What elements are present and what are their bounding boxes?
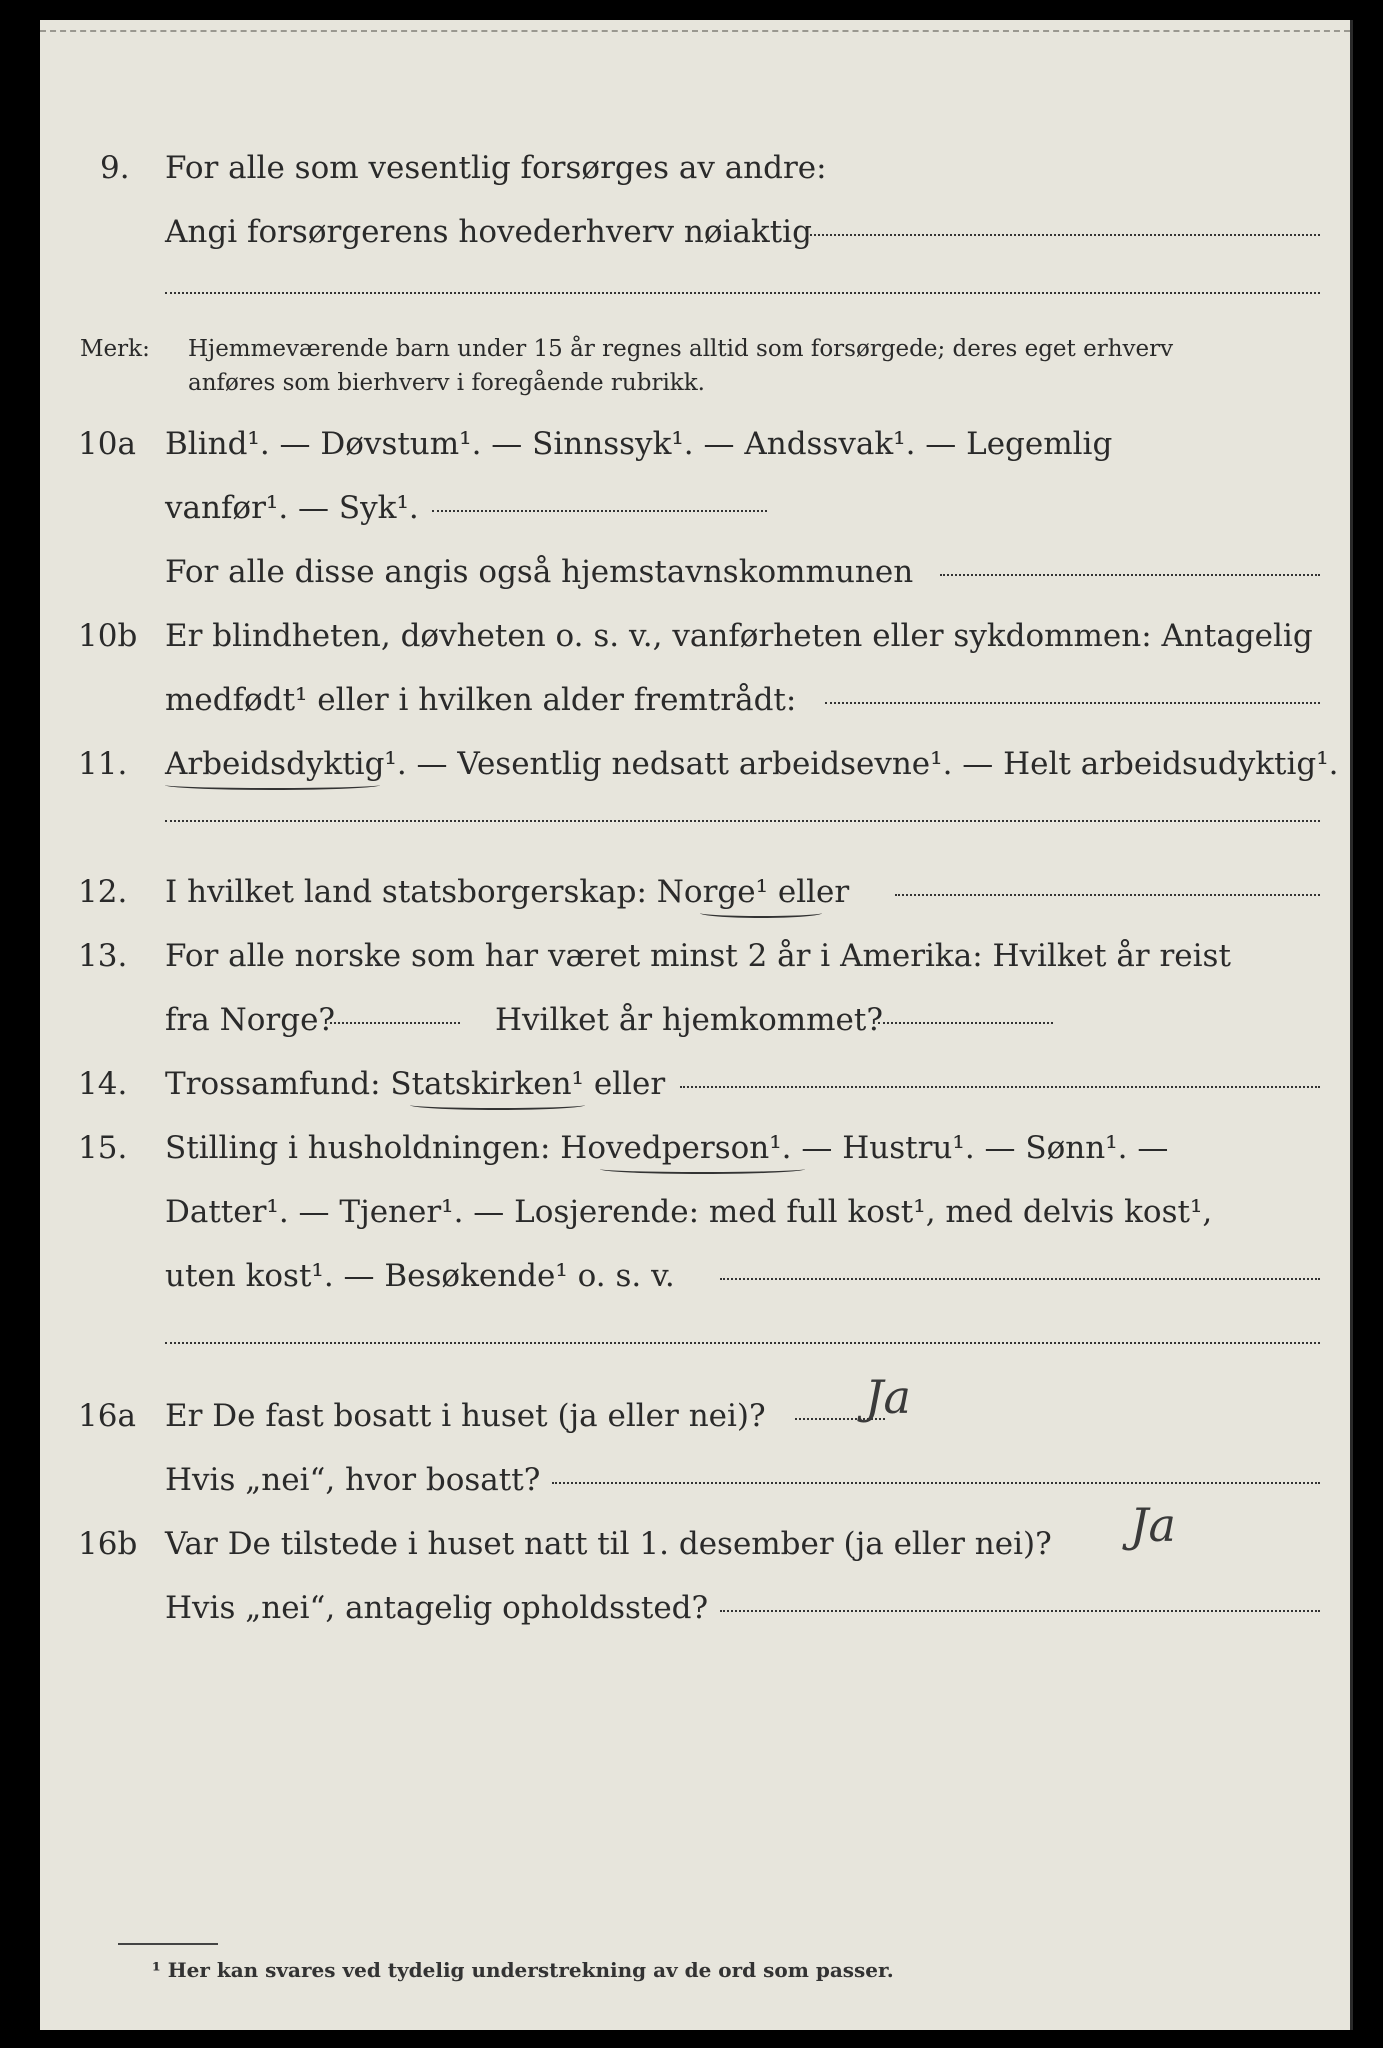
q16a-handwritten-answer: Ja: [865, 1370, 911, 1424]
q13-reist-line[interactable]: [330, 1022, 460, 1024]
merk-line2: anføres som bierhverv i foregående rubrikk.: [188, 370, 705, 396]
merk-label: Merk:: [80, 336, 150, 362]
q11-underline: [165, 780, 380, 790]
q12-text: I hvilket land statsborgerskap: Norge¹ eller: [165, 874, 850, 910]
q12-underline: [700, 908, 822, 918]
q16b-line1: Var De tilstede i huset natt til 1. desember (ja eller nei)?: [165, 1526, 1052, 1562]
q9-answer-line[interactable]: [810, 234, 1320, 236]
q9-extra-line[interactable]: [165, 292, 1320, 294]
q16b-line2: Hvis „nei“, antagelig opholdssted?: [165, 1590, 709, 1626]
q16a-bosatt-line[interactable]: [552, 1482, 1320, 1484]
q15-extra-line[interactable]: [165, 1342, 1320, 1344]
q10b-line1: Er blindheten, døvheten o. s. v., vanførheten eller sykdommen: Antagelig: [165, 618, 1313, 654]
footnote-rule: [118, 1943, 218, 1945]
q13-line1: For alle norske som har været minst 2 år i Amerika: Hvilket år reist: [165, 938, 1231, 974]
q15-underline: [600, 1164, 805, 1174]
q10b-number: 10b: [78, 618, 138, 654]
q12-answer-line[interactable]: [895, 894, 1320, 896]
q10a-line3: For alle disse angis også hjemstavnskommunen: [165, 554, 914, 590]
q16b-opholdssted-line[interactable]: [720, 1610, 1320, 1612]
q10b-answer-line[interactable]: [825, 702, 1320, 704]
q11-number: 11.: [78, 746, 128, 782]
q12-number: 12.: [78, 874, 128, 910]
q10a-kommune-line[interactable]: [940, 574, 1320, 576]
q13-hjemkommet-line[interactable]: [878, 1022, 1053, 1024]
q14-underline: [410, 1100, 585, 1110]
q14-answer-line[interactable]: [680, 1086, 1320, 1088]
footnote-text: ¹ Her kan svares ved tydelig understrekning av de ord som passer.: [152, 1958, 894, 1982]
q16b-number: 16b: [78, 1526, 138, 1562]
q15-answer-line[interactable]: [720, 1278, 1320, 1280]
q16a-line2: Hvis „nei“, hvor bosatt?: [165, 1462, 541, 1498]
q14-number: 14.: [78, 1066, 128, 1102]
q10a-line1: Blind¹. — Døvstum¹. — Sinnssyk¹. — Andssvak¹. — Legemlig: [165, 426, 1113, 462]
q11-answer-line[interactable]: [165, 820, 1320, 822]
q9-number: 9.: [100, 150, 130, 186]
q16a-number: 16a: [78, 1398, 136, 1434]
q13-number: 13.: [78, 938, 128, 974]
q15-line1: Stilling i husholdningen: Hovedperson¹. — Hustru¹. — Sønn¹. —: [165, 1130, 1169, 1166]
q13-line2-right: Hvilket år hjemkommet?: [495, 1002, 883, 1038]
q9-text: For alle som vesentlig forsørges av andre:: [165, 150, 827, 186]
merk-line1: Hjemmeværende barn under 15 år regnes alltid som forsørgede; deres eget erhverv: [188, 336, 1174, 362]
census-form-page: [40, 20, 1353, 2030]
q16a-line1: Er De fast bosatt i huset (ja eller nei)?: [165, 1398, 766, 1434]
q10a-line2: vanfør¹. — Syk¹.: [165, 490, 419, 526]
q10b-line2: medfødt¹ eller i hvilken alder fremtrådt:: [165, 682, 797, 718]
q11-text: Arbeidsdyktig¹. — Vesentlig nedsatt arbeidsevne¹. — Helt arbeidsudyktig¹.: [165, 746, 1339, 782]
q13-line2-left: fra Norge?: [165, 1002, 336, 1038]
q15-line2: Datter¹. — Tjener¹. — Losjerende: med full kost¹, med delvis kost¹,: [165, 1194, 1213, 1230]
q10a-syk-line[interactable]: [432, 510, 767, 512]
q14-text: Trossamfund: Statskirken¹ eller: [165, 1066, 666, 1102]
q16b-handwritten-answer: Ja: [1130, 1498, 1176, 1552]
q15-line3: uten kost¹. — Besøkende¹ o. s. v.: [165, 1258, 675, 1294]
q10a-number: 10a: [78, 426, 136, 462]
q9-subtext: Angi forsørgerens hovederhverv nøiaktig: [165, 214, 812, 250]
q15-number: 15.: [78, 1130, 128, 1166]
